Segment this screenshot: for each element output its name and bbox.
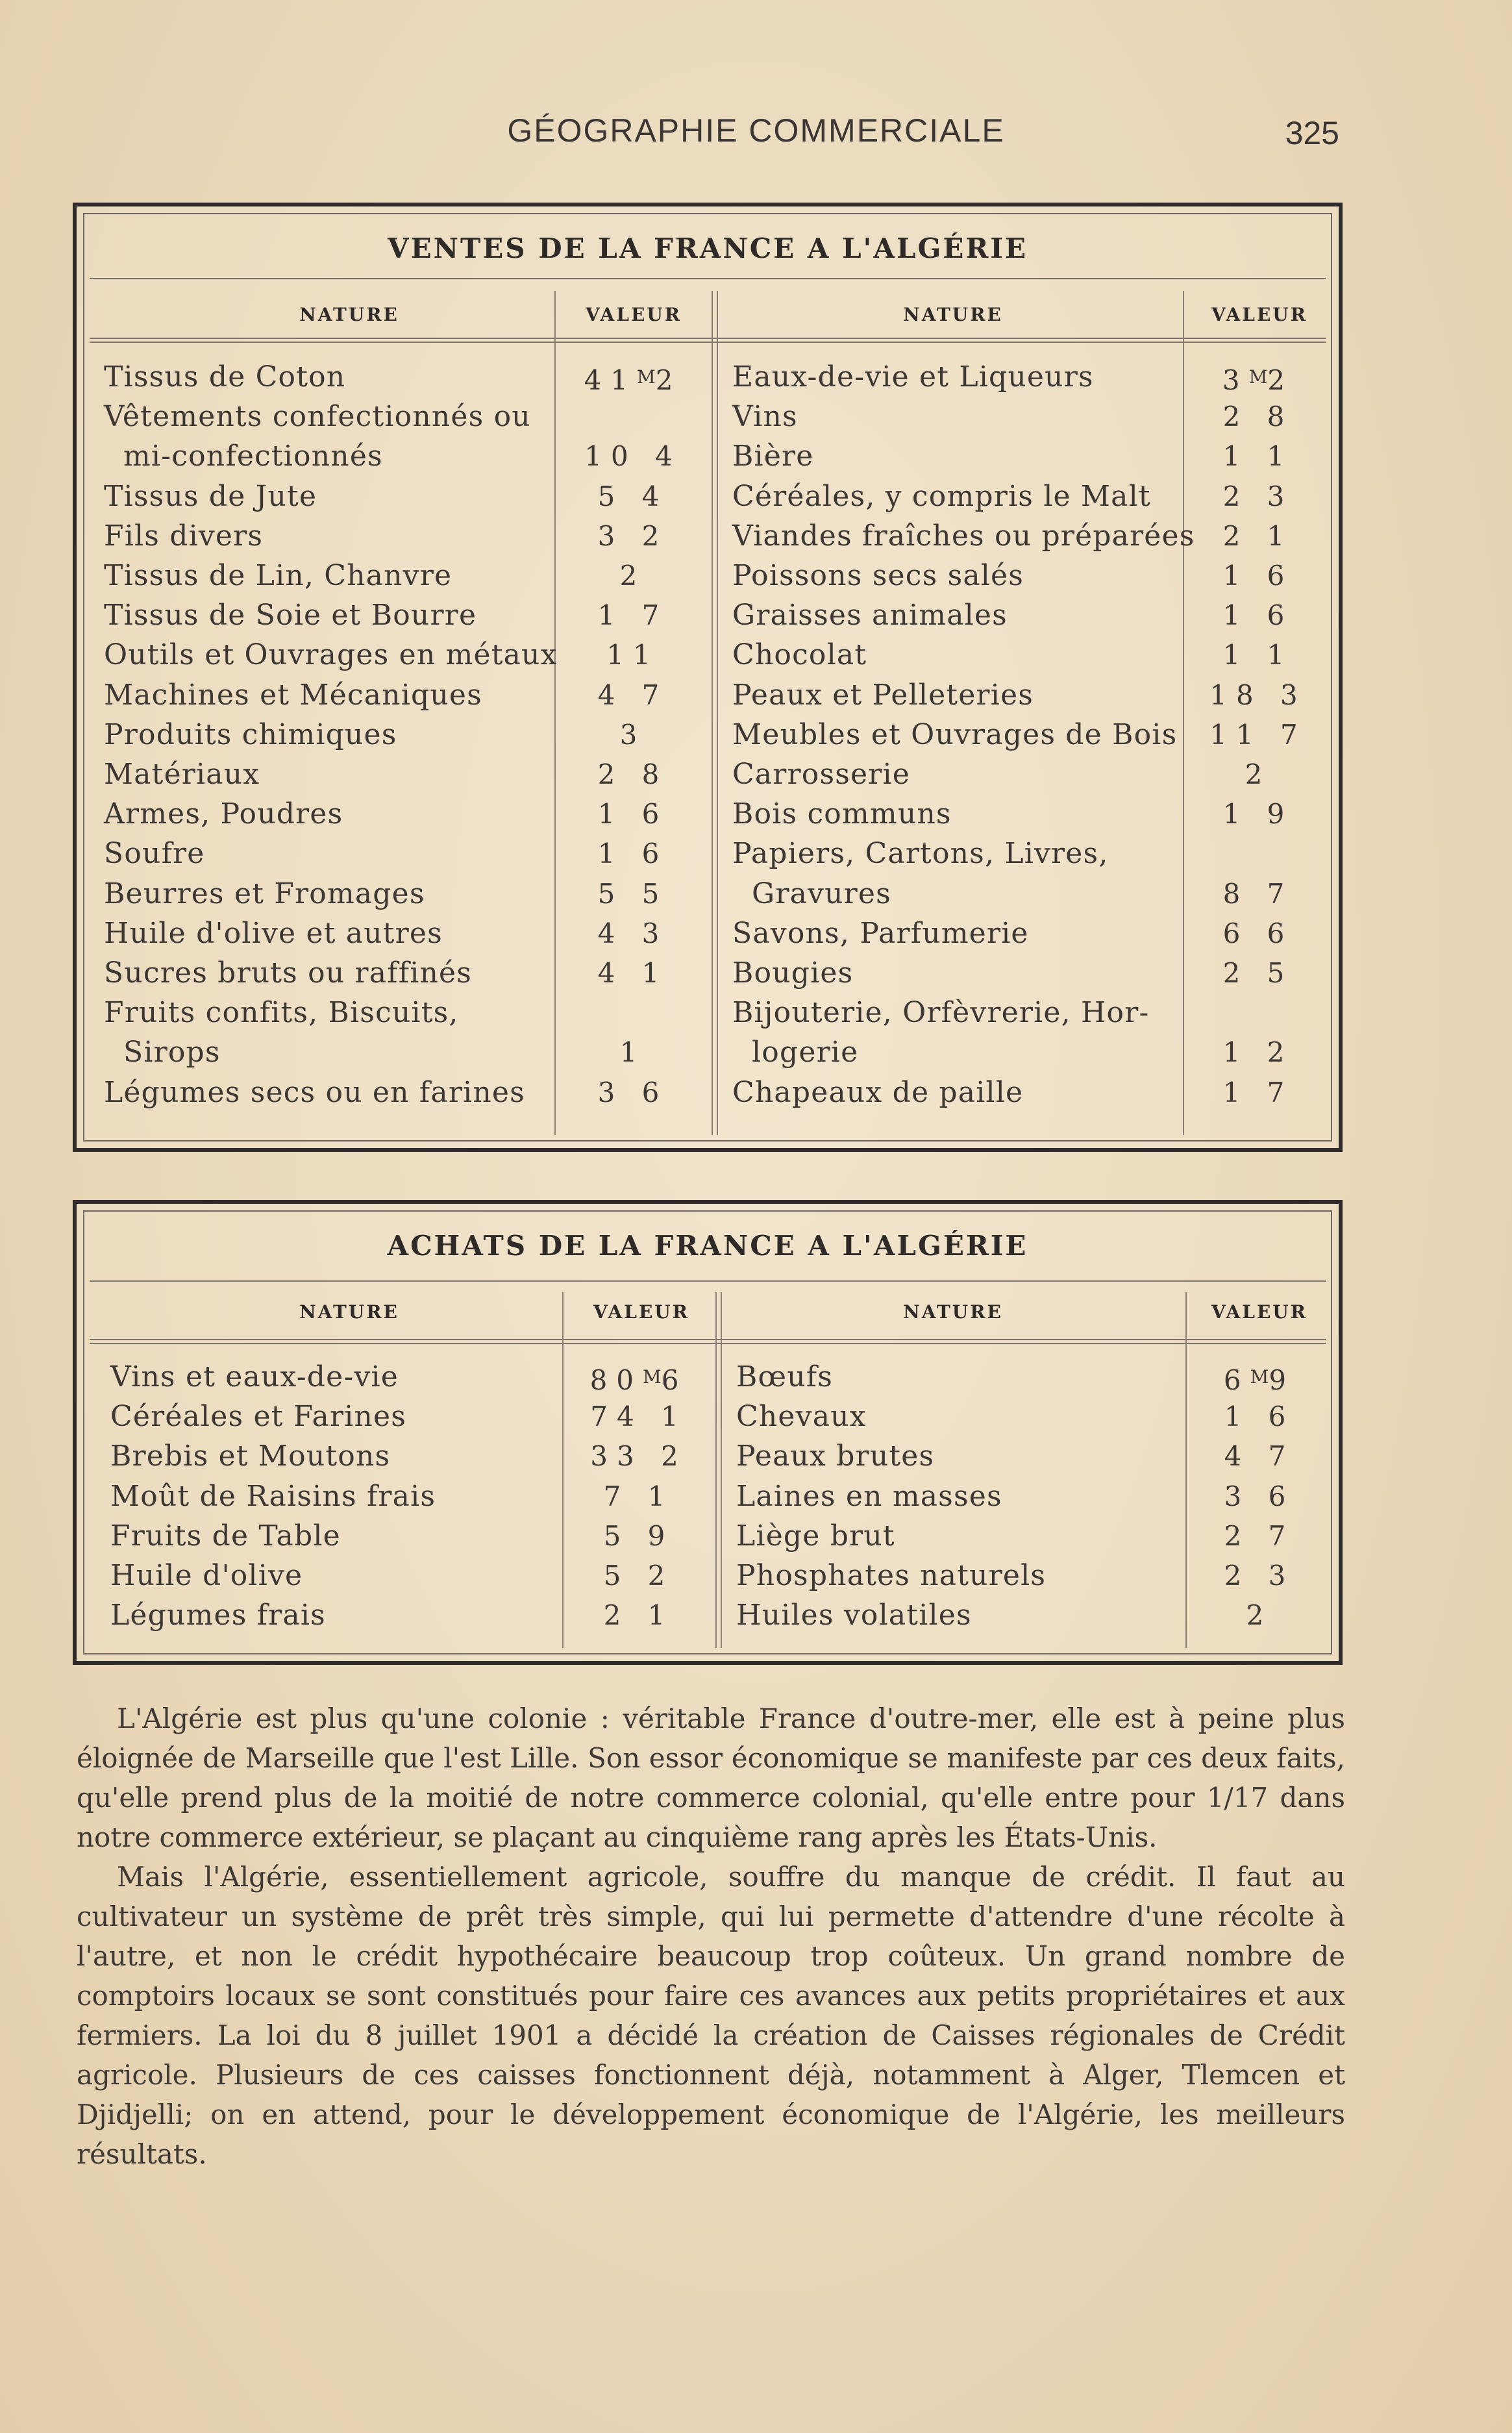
- ventes-left-nature-cell: mi-confectionnés: [123, 440, 383, 473]
- ventes-right-valeur-cell: 1 2: [1222, 1036, 1294, 1069]
- ventes-right-nature-cell: Savons, Parfumerie: [732, 916, 1029, 950]
- ventes-right-valeur-cell: 1 1: [1222, 639, 1294, 671]
- achats-right-valeur-cell: 2 7: [1224, 1519, 1295, 1552]
- paragraph-1: L'Algérie est plus qu'une colonie : véritable France d'outre-mer, elle est à peine plus éloignée de Marseille que l'est Lille. Son essor économique se manifeste par ces deux faits, qu'elle prend plus de la moitié de notre commerce colonial, qu'elle entre pour 1/17 dans notre commerce extérieur, se plaçant au cinquième rang après les États-Unis.: [77, 1703, 1345, 1853]
- ventes-left-valeur-cell: 2: [619, 560, 647, 592]
- achats-right-nature-cell: Huiles volatiles: [736, 1599, 972, 1632]
- achats-left-nature-cell: Moût de Raisins frais: [110, 1479, 436, 1513]
- ventes-left-valeur-cell: 10 4: [584, 440, 682, 473]
- ventes-right-nature-cell: Gravures: [752, 877, 891, 910]
- ventes-left-valeur-cell: 4 7: [597, 679, 669, 711]
- ventes-right-valeur-cell: 18 3: [1209, 679, 1307, 711]
- ventes-right-row: [77, 1032, 1339, 1072]
- ventes-left-valeur-cell: 4 3: [597, 917, 669, 949]
- ventes-left-nature-cell: Vêtements confectionnés ou: [104, 400, 531, 434]
- achats-left-nature-cell: Légumes frais: [110, 1599, 326, 1632]
- achats-table-title: ACHATS DE LA FRANCE A L'ALGÉRIE: [387, 1230, 1028, 1262]
- achats-right-nature-cell: Phosphates naturels: [736, 1559, 1047, 1592]
- ventes-left-nature-cell: Tissus de Soie et Bourre: [104, 599, 477, 632]
- ventes-right-row: [77, 436, 1339, 476]
- ventes-right-nature-cell: Céréales, y compris le Malt: [732, 479, 1151, 513]
- achats-right-valeur-cell: 1 6: [1224, 1401, 1295, 1433]
- ventes-left-valeur-cell: 1 6: [597, 838, 669, 870]
- ventes-right-valeur-cell: 2: [1245, 758, 1272, 790]
- ventes-right-nature-cell: Papiers, Cartons, Livres,: [732, 837, 1109, 871]
- achats-col-valeur-right: VALEUR: [1211, 1301, 1308, 1323]
- ventes-right-nature-cell: Viandes fraîches ou préparées: [732, 519, 1195, 553]
- achats-left-nature-cell: Céréales et Farines: [110, 1400, 407, 1434]
- ventes-left-valeur-cell: 1 6: [597, 798, 669, 830]
- ventes-col-valeur-right: VALEUR: [1211, 304, 1308, 325]
- achats-right-row: [77, 1397, 1339, 1436]
- achats-col-valeur-left: VALEUR: [593, 1301, 689, 1323]
- achats-left-valeur-cell: 33 2: [590, 1440, 688, 1473]
- ventes-right-valeur-cell: 11 7: [1209, 718, 1307, 751]
- page-number: 325: [1285, 115, 1339, 151]
- ventes-right-row: [77, 595, 1339, 635]
- ventes-right-row: [77, 477, 1339, 516]
- ventes-header-rule: [90, 338, 1326, 343]
- ventes-left-nature-cell: Tissus de Lin, Chanvre: [104, 559, 452, 592]
- achats-col-nature-right: NATURE: [903, 1301, 1003, 1323]
- achats-right-row: [77, 1595, 1339, 1635]
- ventes-right-valeur-cell: $3^M2$: [1222, 364, 1295, 396]
- achats-table: [73, 1200, 1343, 1665]
- achats-right-valeur-cell: 3 6: [1224, 1480, 1295, 1512]
- ventes-left-nature-cell: Fruits confits, Biscuits,: [104, 996, 459, 1030]
- ventes-left-nature-cell: Huile d'olive et autres: [104, 916, 443, 950]
- ventes-left-nature-cell: Machines et Mécaniques: [104, 678, 482, 712]
- achats-right-valeur-cell: 4 7: [1224, 1440, 1295, 1473]
- ventes-right-row: [77, 397, 1339, 436]
- ventes-left-nature-cell: Légumes secs ou en farines: [104, 1075, 525, 1109]
- achats-header-rule: [90, 1339, 1326, 1344]
- achats-left-valeur-cell: 5 9: [603, 1519, 675, 1552]
- achats-left-nature-cell: Huile d'olive: [110, 1559, 303, 1592]
- ventes-left-valeur-cell: 3 2: [597, 519, 669, 552]
- ventes-left-nature-cell: Matériaux: [104, 758, 260, 791]
- achats-title-rule: [90, 1280, 1326, 1282]
- ventes-table-title: VENTES DE LA FRANCE A L'ALGÉRIE: [388, 232, 1028, 264]
- achats-right-valeur-cell: $6^M9$: [1223, 1364, 1296, 1396]
- ventes-right-row: [77, 357, 1339, 397]
- achats-left-valeur-cell: 74 1: [590, 1401, 688, 1433]
- ventes-title-rule: [90, 278, 1326, 279]
- ventes-right-nature-cell: Bière: [732, 440, 814, 473]
- ventes-right-valeur-cell: 2 1: [1222, 519, 1294, 552]
- ventes-right-row: [77, 953, 1339, 993]
- ventes-right-valeur-cell: 1 6: [1222, 599, 1294, 632]
- achats-right-nature-cell: Bœufs: [736, 1360, 834, 1393]
- ventes-col-valeur-left: VALEUR: [586, 304, 682, 325]
- paragraph-2: Mais l'Algérie, essentiellement agricole, souffre du manque de crédit. Il faut au cultivateur un système de prêt très simple, qui lui permette d'attendre d'une récolte à l'autre, et non le crédit hypothécaire beaucoup trop coûteux. Un grand nombre de comptoirs locaux se sont constitués pour faire ces avances aux petits propriétaires et aux fermiers. La loi du 8 juillet 1901 a décidé la création de Caisses régionales de Crédit agricole. Plusieurs de ces caisses fonctionnent déjà, notamment à Alger, Tlemcen et Djidjelli; on en attend, pour le développement économique de l'Algérie, les meilleurs résultats.: [77, 1861, 1345, 2170]
- achats-right-valeur-cell: 2 3: [1224, 1560, 1295, 1591]
- ventes-right-row: [77, 874, 1339, 914]
- achats-right-row: [77, 1556, 1339, 1595]
- achats-left-valeur-cell: 5 2: [603, 1560, 675, 1591]
- ventes-right-nature-cell: Carrosserie: [732, 758, 910, 791]
- achats-right-nature-cell: Liège brut: [736, 1519, 895, 1553]
- ventes-right-row: [77, 794, 1339, 834]
- ventes-right-row: [77, 556, 1339, 595]
- running-title: GÉOGRAPHIE COMMERCIALE: [507, 112, 1005, 149]
- achats-right-nature-cell: Laines en masses: [736, 1479, 1002, 1513]
- ventes-right-nature-cell: Graisses animales: [732, 599, 1008, 632]
- ventes-right-row: [77, 675, 1339, 715]
- ventes-right-nature-cell: logerie: [752, 1036, 859, 1069]
- ventes-left-nature-cell: Soufre: [104, 837, 205, 871]
- ventes-right-valeur-cell: 2 5: [1222, 957, 1294, 989]
- ventes-right-row: [77, 914, 1339, 953]
- ventes-left-valeur-cell: 2 8: [597, 758, 669, 790]
- ventes-right-row: [77, 755, 1339, 794]
- ventes-right-valeur-cell: 6 6: [1222, 917, 1294, 949]
- ventes-left-valeur-cell: 11: [606, 639, 660, 671]
- achats-right-nature-cell: Peaux brutes: [736, 1440, 935, 1473]
- ventes-right-nature-cell: Meubles et Ouvrages de Bois: [732, 717, 1178, 751]
- ventes-right-valeur-cell: 1 7: [1222, 1076, 1294, 1108]
- ventes-left-valeur-cell: 5 5: [597, 877, 669, 910]
- achats-right-row: [77, 1357, 1339, 1397]
- ventes-right-nature-cell: Poissons secs salés: [732, 559, 1024, 592]
- ventes-right-valeur-cell: 1 6: [1222, 560, 1294, 592]
- ventes-right-nature-cell: Eaux-de-vie et Liqueurs: [732, 360, 1094, 393]
- ventes-right-valeur-cell: 8 7: [1222, 877, 1294, 910]
- ventes-left-nature-cell: Armes, Poudres: [104, 797, 343, 831]
- ventes-right-valeur-cell: 2 3: [1222, 480, 1294, 512]
- ventes-right-row: [77, 834, 1339, 873]
- ventes-right-valeur-cell: 1 1: [1222, 440, 1294, 473]
- ventes-left-valeur-cell: 4 1: [597, 957, 669, 989]
- achats-left-nature-cell: Brebis et Moutons: [110, 1440, 391, 1473]
- achats-right-valeur-cell: 2: [1246, 1599, 1273, 1632]
- ventes-right-row: [77, 1073, 1339, 1112]
- ventes-left-valeur-cell: 1: [619, 1036, 647, 1069]
- ventes-right-valeur-cell: 2 8: [1222, 401, 1294, 433]
- achats-left-nature-cell: Vins et eaux-de-vie: [110, 1360, 399, 1393]
- achats-left-valeur-cell: 7 1: [603, 1480, 675, 1512]
- ventes-right-nature-cell: Bougies: [732, 956, 854, 990]
- achats-right-row: [77, 1516, 1339, 1556]
- ventes-right-row: [77, 715, 1339, 755]
- running-head: [0, 112, 1512, 157]
- achats-right-row: [77, 1477, 1339, 1516]
- ventes-left-nature-cell: Fils divers: [104, 519, 264, 553]
- ventes-right-nature-cell: Peaux et Pelleteries: [732, 678, 1034, 712]
- achats-left-valeur-cell: $80^M6$: [589, 1364, 688, 1396]
- ventes-left-nature-cell: Sirops: [123, 1036, 221, 1069]
- ventes-right-nature-cell: Bijouterie, Orfèvrerie, Hor-: [732, 996, 1150, 1030]
- ventes-left-nature-cell: Beurres et Fromages: [104, 877, 425, 910]
- achats-left-nature-cell: Fruits de Table: [110, 1519, 341, 1553]
- ventes-right-valeur-cell: 1 9: [1222, 798, 1294, 830]
- ventes-left-nature-cell: Tissus de Jute: [104, 479, 317, 513]
- ventes-right-nature-cell: Chocolat: [732, 638, 867, 672]
- ventes-right-row: [77, 516, 1339, 556]
- ventes-left-valeur-cell: 3 6: [597, 1076, 669, 1108]
- achats-right-nature-cell: Chevaux: [736, 1400, 867, 1434]
- achats-right-row: [77, 1436, 1339, 1476]
- ventes-right-row: [77, 993, 1339, 1032]
- ventes-col-nature-left: NATURE: [299, 304, 399, 325]
- ventes-left-valeur-cell: $41^M2$: [584, 364, 682, 396]
- ventes-left-valeur-cell: 5 4: [597, 480, 669, 512]
- ventes-left-valeur-cell: 3: [619, 718, 647, 751]
- ventes-right-nature-cell: Bois communs: [732, 797, 952, 831]
- achats-col-nature-left: NATURE: [299, 1301, 399, 1323]
- ventes-left-nature-cell: Sucres bruts ou raffinés: [104, 956, 473, 990]
- ventes-right-nature-cell: Vins: [732, 400, 798, 434]
- ventes-col-nature-right: NATURE: [903, 304, 1003, 325]
- ventes-right-row: [77, 635, 1339, 675]
- ventes-left-nature-cell: Outils et Ouvrages en métaux: [104, 638, 558, 672]
- ventes-table: [73, 203, 1343, 1152]
- body-text: [77, 1699, 1345, 2174]
- ventes-left-nature-cell: Produits chimiques: [104, 717, 397, 751]
- ventes-right-nature-cell: Chapeaux de paille: [732, 1075, 1024, 1109]
- achats-left-valeur-cell: 2 1: [603, 1599, 675, 1632]
- ventes-left-valeur-cell: 1 7: [597, 599, 669, 632]
- ventes-left-nature-cell: Tissus de Coton: [104, 360, 346, 393]
